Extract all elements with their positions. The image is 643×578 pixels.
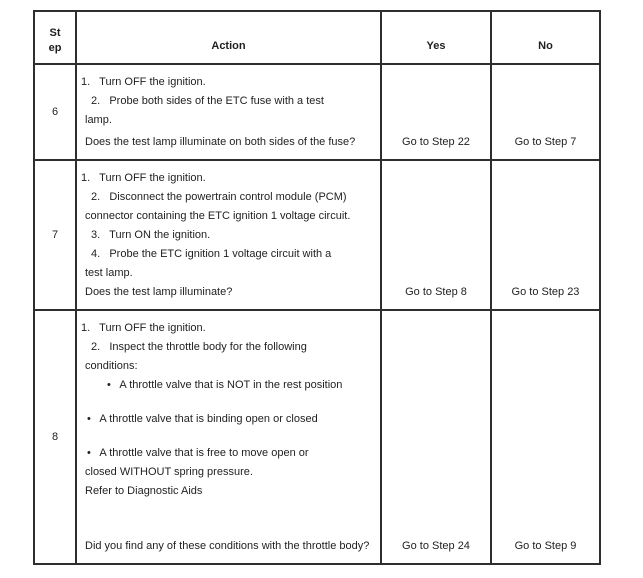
header-step xyxy=(35,12,77,65)
yes-cell-step8: Go to Step 24 xyxy=(382,311,492,563)
diagnostic-step-table xyxy=(33,10,601,565)
action-line: closed WITHOUT spring pressure. xyxy=(85,466,253,478)
yes-cell-step6: Go to Step 22 xyxy=(382,65,492,161)
action-line: conditions: xyxy=(85,360,138,372)
action-cell-step8 xyxy=(77,311,382,563)
header-step-line1: St xyxy=(49,27,61,39)
yes-cell-step7: Go to Step 8 xyxy=(382,161,492,311)
action-line: connector containing the ETC ignition 1 voltage circuit. xyxy=(85,210,351,222)
header-yes: Yes xyxy=(382,12,492,65)
action-line: 1. Turn OFF the ignition. xyxy=(81,322,206,334)
step-number-7: 7 xyxy=(35,161,77,311)
step-number-8: 8 xyxy=(35,311,77,563)
action-line: lamp. xyxy=(85,114,112,126)
action-line: 4. Probe the ETC ignition 1 voltage circuit with a xyxy=(91,248,332,260)
header-no: No xyxy=(492,12,599,65)
no-cell-step8: Go to Step 9 xyxy=(514,540,577,552)
action-line: 2. Probe both sides of the ETC fuse with a test xyxy=(91,95,324,107)
action-cell-step7 xyxy=(77,161,382,311)
action-line: 2. Inspect the throttle body for the following xyxy=(91,341,307,353)
action-line: 3. Turn ON the ignition. xyxy=(91,229,211,241)
action-line: test lamp. xyxy=(85,267,133,279)
action-question: Does the test lamp illuminate? xyxy=(85,286,233,298)
action-bullet-line: • A throttle valve that is binding open or closed xyxy=(87,413,318,425)
action-line: 1. Turn OFF the ignition. xyxy=(81,76,206,88)
action-line: 1. Turn OFF the ignition. xyxy=(81,172,206,184)
action-question: Does the test lamp illuminate on both sides of the fuse? xyxy=(85,136,356,148)
action-cell-step6 xyxy=(77,65,382,161)
no-cell-step7: Go to Step 23 xyxy=(492,161,599,311)
action-bullet-line: • A throttle valve that is free to move open or xyxy=(87,447,309,459)
header-step-line2: ep xyxy=(48,42,62,54)
action-question: Did you find any of these conditions with the throttle body? xyxy=(85,540,370,552)
action-bullet-line: • A throttle valve that is NOT in the rest position xyxy=(107,379,343,391)
action-line: Refer to Diagnostic Aids xyxy=(85,485,203,497)
header-action: Action xyxy=(77,12,382,65)
no-cell-step6: Go to Step 7 xyxy=(492,65,599,161)
action-line: 2. Disconnect the powertrain control module (PCM) xyxy=(91,191,347,203)
step-number-6: 6 xyxy=(35,65,77,161)
